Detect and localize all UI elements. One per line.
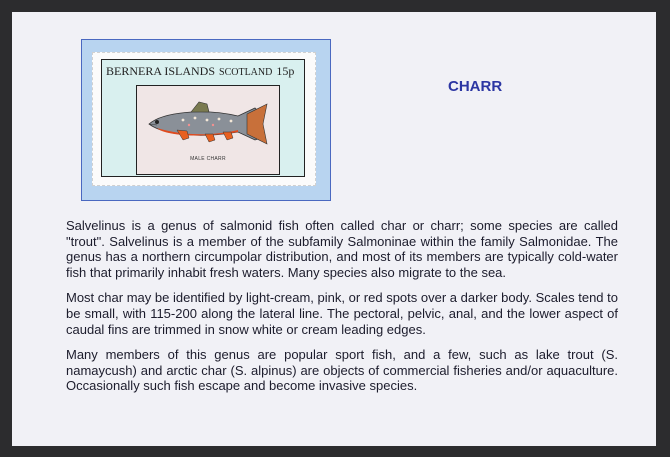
stamp-value: 15p	[276, 64, 295, 78]
paragraph: Most char may be identified by light-cream, pink, or red spots over a darker body. Scales tend to be small, with 115-200 along the lateral line. The pectoral, pelvic, anal, and the lower aspect of caudal fins are trimmed in snow white or cream leading edges.	[66, 290, 618, 337]
fish-caption: MALE CHARR	[190, 156, 226, 162]
postage-stamp	[92, 52, 316, 186]
description-text	[66, 218, 618, 404]
stamp-mount	[81, 39, 331, 201]
page-title: CHARR	[448, 78, 503, 95]
stamp-frame	[101, 59, 305, 177]
paragraph: Many members of this genus are popular sport fish, and a few, such as lake trout (S. namaycush) and arctic char (S. alpinus) are objects of commercial fisheries and/or aquaculture. Occasionally such fish escape and become invasive species.	[66, 347, 618, 394]
info-card	[12, 12, 656, 446]
fish-illustration-panel	[136, 85, 280, 175]
stamp-region: SCOTLAND	[219, 67, 273, 78]
paragraph: Salvelinus is a genus of salmonid fish often called char or charr; some species are called "trout". Salvelinus is a member of the subfamily Salmoninae within the family Salmonidae. The genus has a northern circumpolar distribution, and most of its members are typically cold-water fish that primarily inhabit fresh waters. Many species also migrate to the sea.	[66, 218, 618, 280]
stamp-country: BERNERA ISLANDS	[106, 64, 216, 78]
stamp-header	[106, 64, 300, 79]
charr-fish-illustration	[143, 100, 273, 148]
